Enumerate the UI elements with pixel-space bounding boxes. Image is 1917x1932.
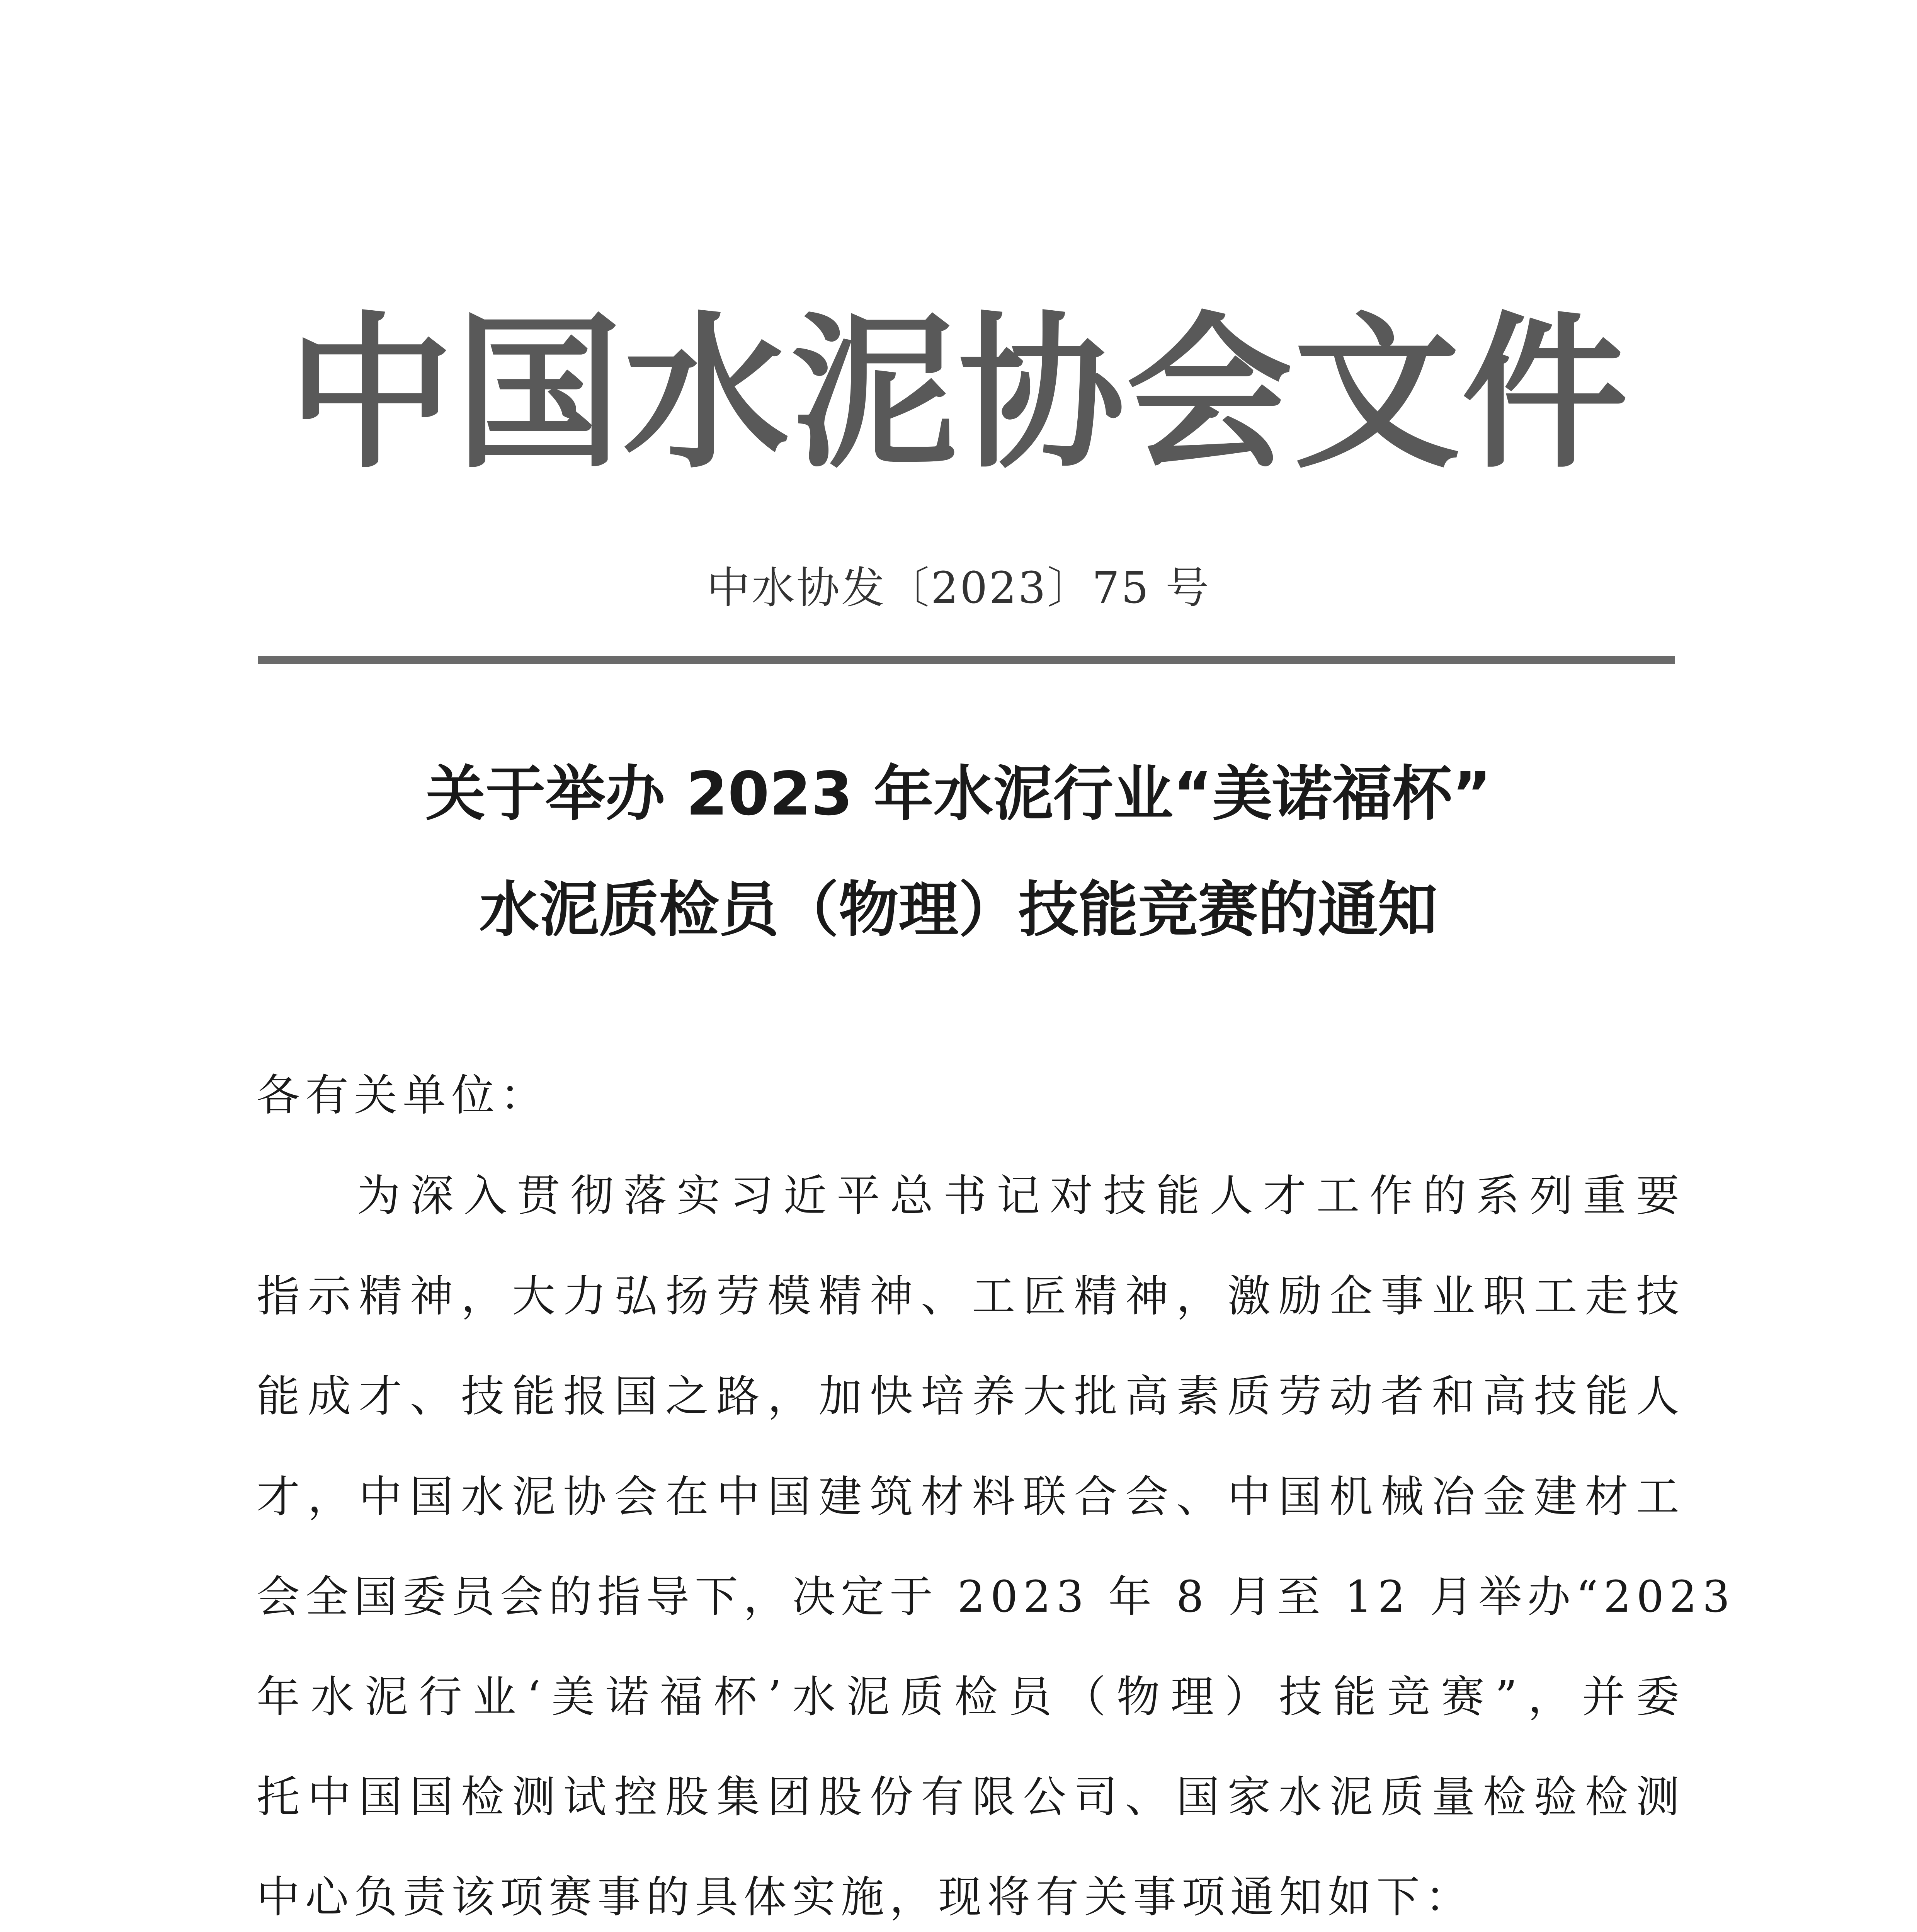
- document-header-title: 中国水泥协会文件: [287, 298, 1630, 491]
- document-number: 中水协发〔2023〕75 号: [706, 563, 1211, 613]
- paragraph-line: 指示精神，大力弘扬劳模精神、工匠精神，激励企事业职工走技: [257, 1271, 1685, 1321]
- header-divider: [258, 656, 1675, 664]
- paragraph-line: 为深入贯彻落实习近平总书记对技能人才工作的系列重要: [357, 1171, 1685, 1221]
- notice-title-line-2: 水泥质检员（物理）技能竞赛的通知: [479, 875, 1438, 945]
- paragraph-line: 能成才、技能报国之路，加快培养大批高素质劳动者和高技能人: [257, 1371, 1685, 1422]
- paragraph-line: 中心负责该项赛事的具体实施，现将有关事项通知如下：: [257, 1872, 1474, 1922]
- paragraph-line: 会全国委员会的指导下，决定于 2023 年 8 月至 12 月举办“2023: [257, 1572, 1735, 1622]
- salutation: 各有关单位：: [257, 1070, 549, 1121]
- paragraph-line: 才，中国水泥协会在中国建筑材料联合会、中国机械冶金建材工: [257, 1472, 1685, 1522]
- paragraph-line: 托中国国检测试控股集团股份有限公司、国家水泥质量检验检测: [257, 1772, 1685, 1822]
- paragraph-line: 年水泥行业‘美诺福杯’水泥质检员（物理）技能竞赛”，并委: [257, 1672, 1685, 1722]
- notice-title-line-1: 关于举办 2023 年水泥行业“美诺福杯”: [425, 759, 1492, 829]
